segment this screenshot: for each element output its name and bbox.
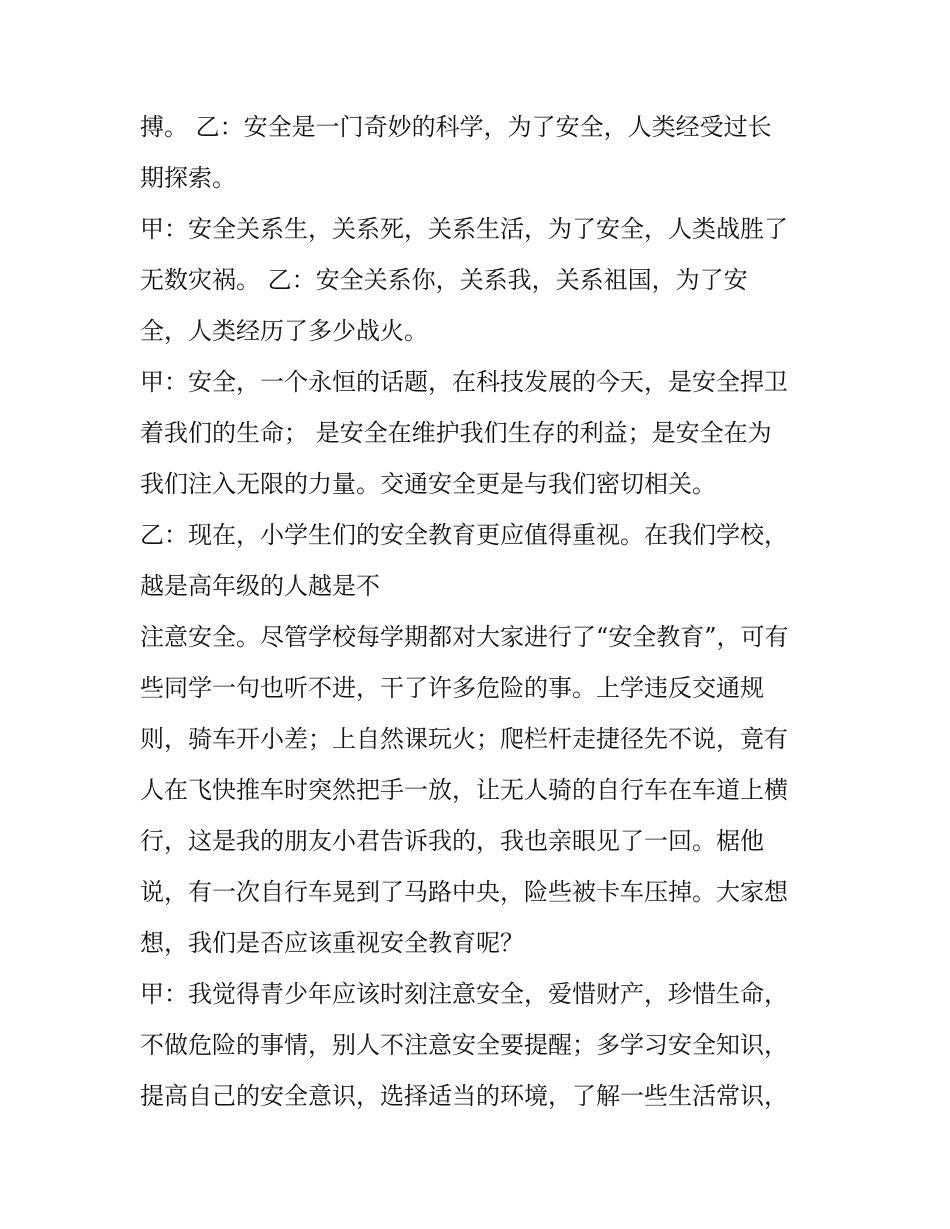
text-line: 甲：安全关系生，关系死，关系生活，为了安全，人类战胜了: [140, 215, 788, 243]
text-line: 乙：现在，小学生们的安全教育更应值得重视。在我们学校，: [140, 521, 788, 549]
text-line: 着我们的生命； 是安全在维护我们生存的利益；是安全在为: [140, 419, 772, 447]
text-line: 想，我们是否应该重视安全教育呢？: [140, 929, 524, 957]
text-line: 期探索。: [140, 164, 236, 192]
text-line: 搏。 乙：安全是一门奇妙的科学，为了安全，人类经受过长: [140, 113, 772, 141]
text-line: 不做危险的事情，别人不注意安全要提醒；多学习安全知识，: [140, 1031, 788, 1059]
text-line: 无数灾祸。 乙：安全关系你，关系我，关系祖国，为了安: [140, 266, 748, 294]
text-line: 甲：我觉得青少年应该时刻注意安全，爱惜财产，珍惜生命，: [140, 980, 788, 1008]
text-line: 些同学一句也听不进，干了许多危险的事。上学违反交通规: [140, 674, 764, 702]
text-line: 说，有一次自行车晃到了马路中央，险些被卡车压掉。大家想: [140, 878, 788, 906]
text-line: 行，这是我的朋友小君告诉我的，我也亲眼见了一回。椐他: [140, 827, 764, 855]
text-line: 全，人类经历了多少战火。: [140, 317, 428, 345]
text-line: 我们注入无限的力量。交通安全更是与我们密切相关。: [140, 470, 716, 498]
text-line: 注意安全。尽管学校每学期都对大家进行了“安全教育”，可有: [140, 623, 789, 651]
text-line: 提高自己的安全意识，选择适当的环境，了解一些生活常识，: [140, 1082, 788, 1110]
text-line: 甲：安全，一个永恒的话题，在科技发展的今天，是安全捍卫: [140, 368, 788, 396]
text-line: 越是高年级的人越是不: [140, 572, 380, 600]
document-body: [140, 102, 830, 1122]
text-line: 人在飞快推车时突然把手一放，让无人骑的自行车在车道上横: [140, 776, 788, 804]
text-line: 则，骑车开小差；上自然课玩火；爬栏杆走捷径先不说，竟有: [140, 725, 788, 753]
